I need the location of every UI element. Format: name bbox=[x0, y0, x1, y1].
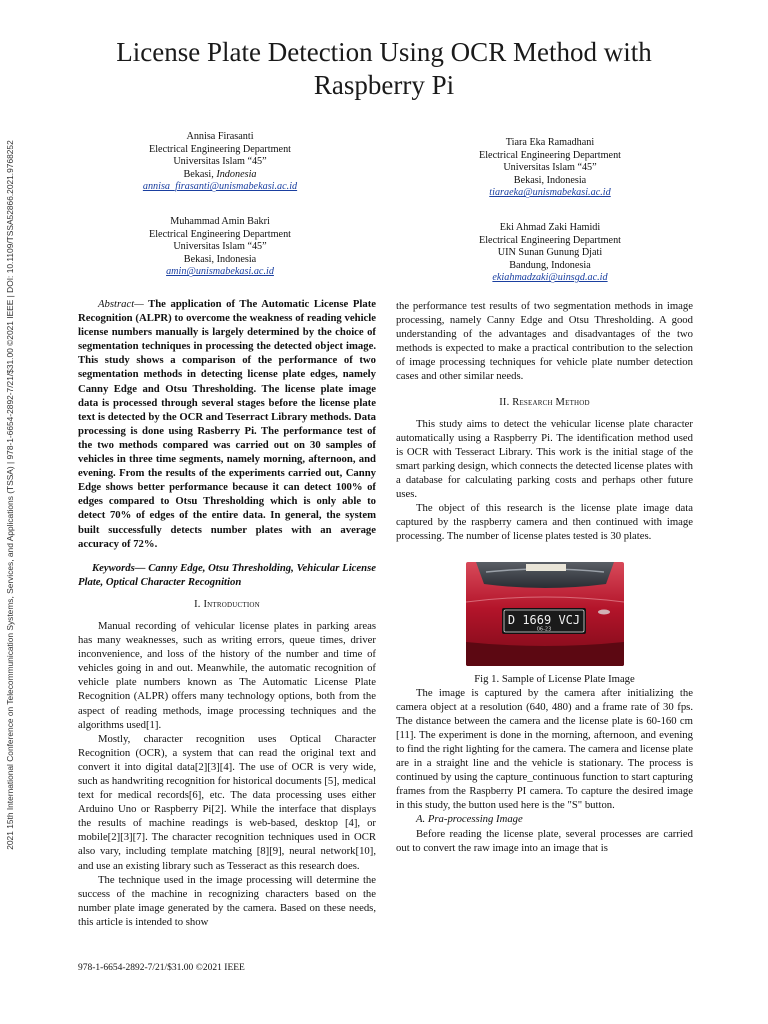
author-city: Bekasi, Indonesia bbox=[513, 174, 587, 186]
paper-title bbox=[60, 36, 708, 102]
author-email-link[interactable]: amin@unismabekasi.ac.id bbox=[166, 266, 274, 278]
method-paragraph-3: The image is captured by the camera after initializing the camera object at a resolution (640, 480) and a frame rate of 30 fps. The distance between the camera and the license plate is 60-160 cm [11]. The experiment is done in the morning, afternoon, and evening to find the right lighting for the camera. The camera and license plate are in a straight line and the vehicle is stationary. The process is continued by using the capture_continuous function to start capturing frames from the Raspberry PI camera. To capture the desired image in this study, the button used here is the "S" button. bbox=[396, 686, 693, 812]
author-block-2 bbox=[430, 137, 670, 200]
right-paragraph-1: the performance test results of two segmentation methods in image processing, namely Canny Edge and Otsu Thresholding. A good understanding of the advantages and disadvantages of the two methods is expected to make a practical contribution to the selection of image processing techniques for vehicle plate number detection cases and other similar needs. bbox=[396, 300, 693, 383]
section-heading-research-method bbox=[396, 396, 693, 410]
intro-paragraph-1: Manual recording of vehicular license plates in parking areas has many weaknesses, such as writing errors, queue times, driver inconvenience, and loss of the history of the number and time of vehicles going in and out. Meanwhile, the automatic recognition of vehicle plate numbers known as The Automatic License Plate Recognition (ALPR) offers many technology options, both from the aspect of reading methods, image processing techniques and the algorithms used[1]. bbox=[78, 619, 376, 731]
section-number: II. bbox=[499, 396, 513, 408]
footer-copyright: 978-1-6654-2892-7/21/$31.00 ©2021 IEEE bbox=[78, 963, 245, 973]
car-rear-photo bbox=[466, 562, 624, 666]
author-city bbox=[100, 169, 340, 182]
author-country: Indonesia bbox=[216, 168, 257, 180]
author-block-3 bbox=[100, 216, 340, 279]
left-column bbox=[78, 297, 376, 929]
figure-caption: Fig 1. Sample of License Plate Image bbox=[474, 672, 635, 685]
plate-expiry-text: 06-23 bbox=[536, 626, 551, 632]
author-email-link[interactable]: annisa_firasanti@unismabekasi.ac.id bbox=[142, 181, 298, 193]
author-email-link[interactable]: tiaraeka@unismabekasi.ac.id bbox=[489, 187, 611, 199]
title-line-1: License Plate Detection Using OCR Method with bbox=[116, 37, 652, 67]
plate-number-text: D 1669 VCJ bbox=[507, 612, 580, 627]
right-column bbox=[396, 299, 693, 855]
section-heading-introduction bbox=[78, 598, 376, 612]
author-name: Eki Ahmad Zaki Hamidi bbox=[499, 222, 601, 233]
author-city: Bandung, Indonesia bbox=[509, 259, 591, 271]
preprocessing-paragraph-1: Before reading the license plate, several processes are carried out to convert the raw image into an image that is bbox=[396, 827, 693, 854]
author-dept: Electrical Engineering Department bbox=[479, 149, 621, 161]
author-univ: UIN Sunan Gunung Djati bbox=[497, 247, 603, 259]
method-paragraph-2: The object of this research is the license plate image data captured by the raspberry camera and then continued with image processing. The number of license plates tested is 30 plates. bbox=[396, 502, 693, 543]
abstract-label: Abstract— bbox=[98, 298, 144, 310]
author-city: Bekasi, Indonesia bbox=[183, 253, 257, 265]
author-city-text: Bekasi, bbox=[183, 168, 217, 180]
author-dept: Electrical Engineering Department bbox=[149, 228, 291, 240]
author-dept: Electrical Engineering Department bbox=[479, 234, 621, 246]
intro-paragraph-3: The technique used in the image processing will determine the success of the machine in recognizing characters based on the number plate image generated by the camera. Based on these needs, this article is intended to show bbox=[78, 873, 376, 928]
author-univ: Universitas Islam “45” bbox=[503, 162, 597, 174]
author-name: Muhammad Amin Bakri bbox=[170, 216, 270, 227]
author-dept: Electrical Engineering Department bbox=[149, 143, 291, 155]
author-univ: Universitas Islam “45” bbox=[173, 241, 267, 253]
method-paragraph-1: This study aims to detect the vehicular license plate character automatically using a Raspberry Pi. The identification method used is OCR with Tesseract Library. This work is the initial stage of the smart parking design, which connects the detected license plates with a database for calculating parking costs and perhaps other future uses. bbox=[396, 417, 693, 501]
license-plate-figure bbox=[466, 562, 624, 666]
author-univ: Universitas Islam “45” bbox=[173, 156, 267, 168]
abstract bbox=[78, 297, 376, 551]
title-line-2: Raspberry Pi bbox=[313, 70, 455, 100]
section-number: I. bbox=[194, 598, 204, 610]
author-name: Tiara Eka Ramadhani bbox=[505, 137, 595, 148]
section-title: Introduction bbox=[203, 598, 260, 610]
abstract-text: The application of The Automatic License Plate Recognition (ALPR) to overcome the weakness of reading vehicle license numbers manually is largely determined by the choice of segmentation techniques in processing the detected object image. This study shows a comparison of the performance of two segmentation methods in detecting license plate edges, namely Canny Edge and Otsu Thresholding. The license plate image data is processed through several stages before the license plate text is detected by the OCR and Teserract Library methods. Data processing is done using Rasberry Pi. The performance test of the two methods compared was carried out on 30 samples of vehicles in three time segments, namely morning, afternoon, and evening. From the results of the experiments carried out, Canny Edge shows better performance because it can detect 100% of edges compared to Otsu Thresholding which is only able to detect 70% of edges of the entire data. In general, the system built successfully detects number plates with an average accuracy of 72%. bbox=[78, 298, 376, 550]
doi-sidebar: 2021 15th International Conference on Telecommunication Systems, Services, and Applications (TSSA) | 978-1-6654-2892-7/21/$31.00 ©2021 IEEE | DOI: 10.1109/TSSA52866.2021.9768252 bbox=[5, 140, 15, 850]
author-block-4 bbox=[430, 222, 670, 285]
intro-paragraph-2: Mostly, character recognition uses Optical Character Recognition (OCR), a system that can read the original text and convert it into digital data[2][3][4]. The use of OCR is very wide, such as handwriting recognition for historical documents [5], medical text for medical records[6], etc. The data processing uses either Arduino Uno or Raspberry Pi[2]. While the interface that displays the results of machine readings is web-based, desktop [4], or mobile[2][3][7]. The character recognition techniques used in OCR also vary, including template matching [8][9], neural network[10], and use an existing library such as Tesseract as this research does. bbox=[78, 732, 376, 872]
author-block-1 bbox=[100, 131, 340, 194]
author-name: Annisa Firasanti bbox=[186, 131, 254, 142]
author-email-link[interactable]: ekiahmadzaki@uinsgd.ac.id bbox=[492, 272, 608, 284]
keywords: Keywords— Canny Edge, Otsu Thresholding, Vehicular License Plate, Optical Character Recognition bbox=[78, 561, 376, 588]
subsection-heading-preprocessing: A. Pra-processing Image bbox=[416, 813, 523, 826]
section-title: Research Method bbox=[512, 396, 590, 408]
